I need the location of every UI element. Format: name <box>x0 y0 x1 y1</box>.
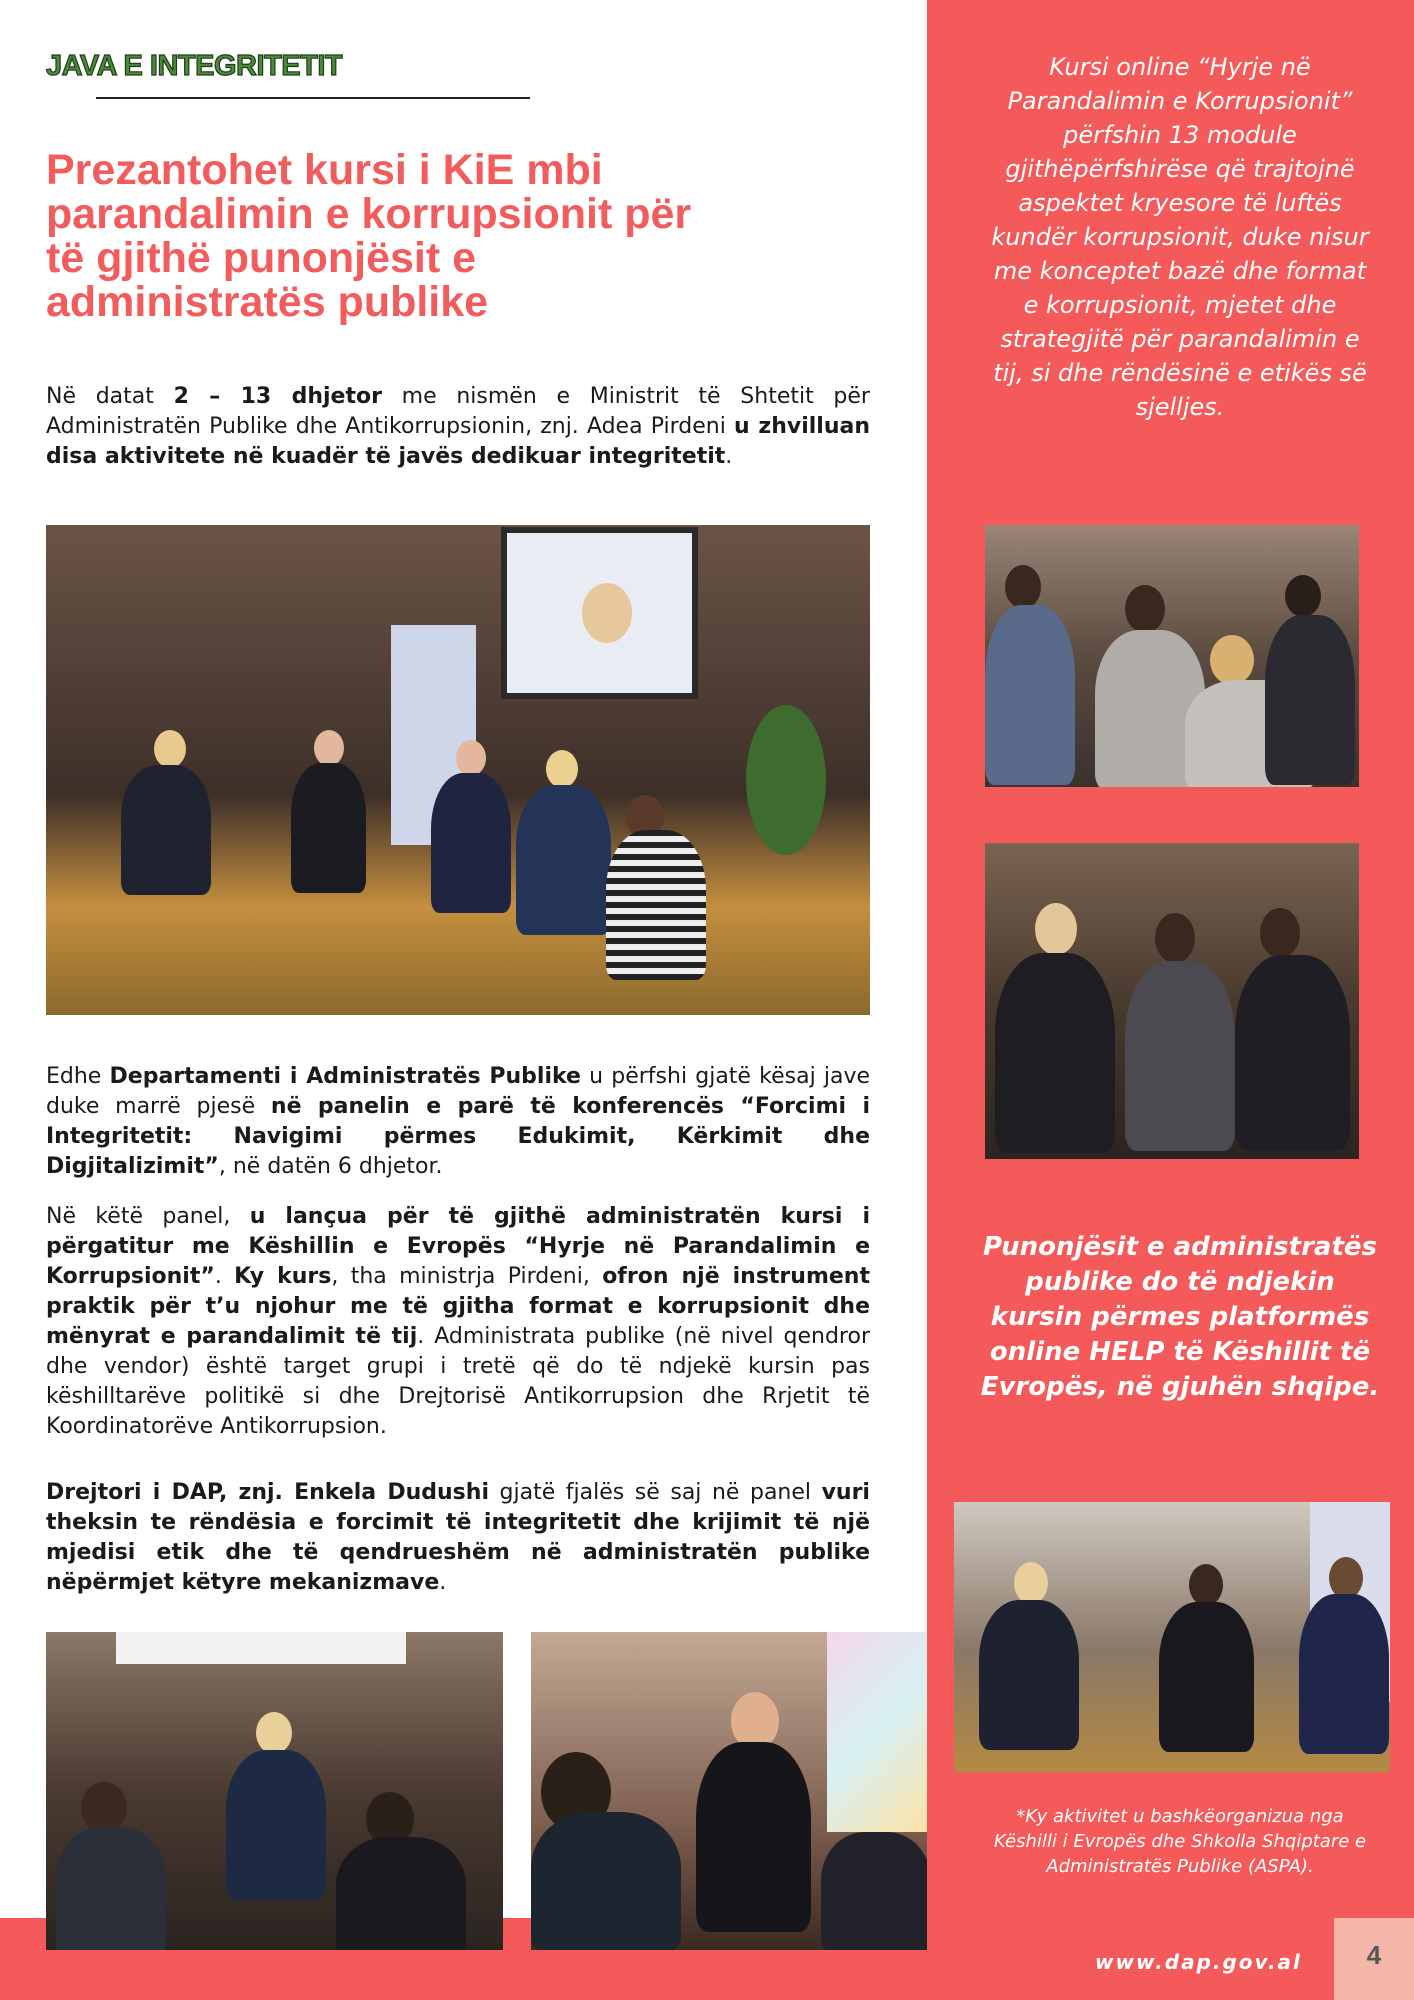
audience-women-photo <box>985 843 1359 1159</box>
coorganizer-note: *Ky aktivitet u bashkëorganizua nga Këshilli i Evropës dhe Shkolla Shqiptare e Administratës Publike (ASPA). <box>993 1806 1367 1877</box>
intro-paragraph <box>46 382 870 472</box>
para1-text-3: , në datën 6 dhjetor. <box>218 1154 443 1179</box>
para3-bold-2: vuri theksin te rëndësia e forcimit të integritetit dhe krijimit të një mjedisi etik dhe të qendrueshëm në administratën publike nëpërmjet këtyre mekanizmave <box>46 1480 870 1595</box>
intro-text-1: Në datat <box>46 384 174 409</box>
para1-bold-1: Departamenti i Administratës Publike <box>109 1064 581 1089</box>
speaker-closeup-photo <box>531 1632 927 1950</box>
sidebar-callout: Punonjësit e administratës publike do të ndjekin kursin përmes platformës online HELP të Këshillit të Evropës, në gjuhën shqipe. <box>980 1232 1380 1402</box>
para2-text-4: . Administrata publike (në nivel qendror dhe vendor) është target grupi i tretë që do të ndjekë kursin pas këshilltarëve politikë si dhe Drejtorisë Antikorrupsion dhe Rrjetit të Koordinatorëve Antikorrupsion. <box>46 1324 870 1439</box>
intro-end: . <box>725 444 733 469</box>
intro-text-2: me nismën e Ministrit të Shtetit për Administratën Publike dhe Antikorrupsionin, znj. Adea Pirdeni <box>46 384 870 439</box>
title-divider <box>96 97 530 99</box>
para2-bold-3: ofron një instrument praktik për t’u njohur me të gjitha format e korrupsionit dhe mënyrat e parandalimit të tij <box>46 1264 870 1349</box>
para2-bold-2: Ky kurs <box>234 1264 332 1289</box>
audience-microphone-photo <box>985 525 1359 787</box>
para1-text-1: Edhe <box>46 1064 110 1089</box>
article-headline: Prezantohet kursi i KiE mbi parandalimin e korrupsionit për të gjithë punonjësit e administratës publike <box>46 146 692 326</box>
projection-screen <box>501 527 698 699</box>
para2-text-3: , tha ministrja Pirdeni, <box>331 1264 603 1289</box>
panelists-photo <box>954 1502 1390 1772</box>
audience-speaker-photo <box>46 1632 503 1950</box>
para3-text-1: gjatë fjalës së saj në panel <box>488 1480 822 1505</box>
intro-dates: 2 – 13 dhjetor <box>173 384 382 409</box>
intro-bold: u zhvilluan disa aktivitete në kuadër të javës dedikuar integritetit <box>46 414 870 469</box>
sidebar-quote: Kursi online “Hyrje në Parandalimin e Korrupsionit” përfshin 13 module gjithëpërfshirëse që trajtojnë aspektet kryesore të luftës kundër korrupsionit, duke nisur me konceptet bazë dhe format e korrupsionit, mjetet dhe strategjitë për parandalimin e tij, si dhe rëndësinë e etikës së sjelljes. <box>991 53 1369 421</box>
para3-bold-1: Drejtori i DAP, znj. Enkela Dudushi <box>46 1480 489 1505</box>
section-label: JAVA E INTEGRITETIT <box>46 50 343 82</box>
para1-text-2: u përfshi gjatë kësaj jave duke marrë pjesë <box>46 1064 870 1119</box>
para3-text-2: . <box>439 1570 447 1595</box>
para2-text-2: . <box>214 1264 235 1289</box>
plant <box>746 705 826 855</box>
page-number: 4 <box>1366 1940 1382 1970</box>
para1-bold-2: në panelin e parë të konferencës “Forcimi i Integritetit: Navigimi përmes Edukimit, Kërkimit dhe Digjitalizimit” <box>46 1094 870 1179</box>
panel-paragraph <box>46 1202 870 1442</box>
department-paragraph <box>46 1062 870 1182</box>
para2-bold-1: u lançua për të gjithë administratën kursi i përgatitur me Këshillin e Evropës “Hyrje në Parandalimin e Korrupsionit” <box>46 1204 870 1289</box>
para2-text-1: Në këtë panel, <box>46 1204 250 1229</box>
panel-stage-photo <box>46 525 870 1015</box>
director-paragraph <box>46 1478 870 1598</box>
website-link[interactable]: www.dap.gov.al <box>1095 1950 1302 1974</box>
